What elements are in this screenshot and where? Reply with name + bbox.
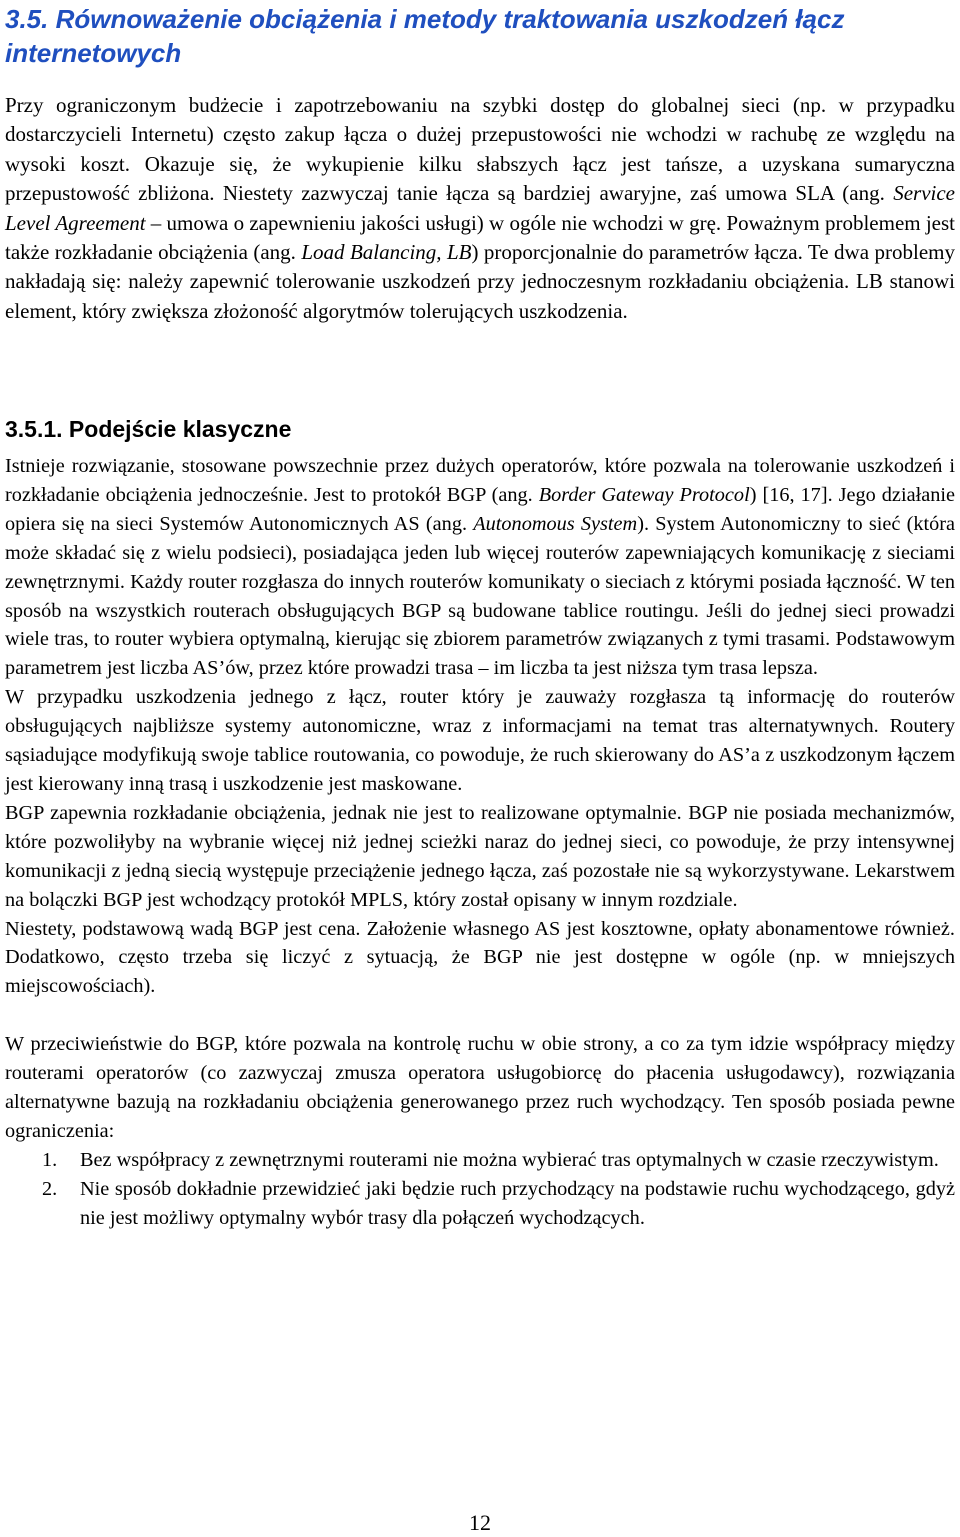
list-item-text: Nie sposób dokładnie przewidzieć jaki będzie ruch przychodzący na podstawie ruchu wychodzącego, gdyż nie jest możliwy optymalny wybór trasy dla połączeń wychodzących.	[80, 1177, 955, 1229]
term-sla: Service Level Agreement	[5, 181, 955, 235]
term-bgp: Border Gateway Protocol	[538, 483, 750, 506]
list-item-text: Bez współpracy z zewnętrznymi routerami nie można wybierać tras optymalnych w czasie rzeczywistym.	[80, 1148, 939, 1171]
term-autonomous-system: Autonomous System	[473, 512, 638, 535]
p2-text-c: ). System Autonomiczny to sieć (która może składać się z wielu podsieci), posiadająca jeden lub więcej routerów zapewniających komunikację z sieciami zewnętrznymi. Każdy router rozgłasza do innych routerów komunikaty o sieciach z którymi posiada łączność. W ten sposób na wszystkich routerach obsługujących BGP są budowane tablice routingu. Jeśli do jednej sieci prowadzi wiele tras, to router wybiera optymalną, kierując się zbiorem parametrów związanych z tymi trasami. Podstawowym parametrem jest liczba AS’ów, przez które prowadzi trasa – im liczba ta jest niższa tym trasa lepsza.	[5, 512, 955, 680]
paragraph-link-failure: W przypadku uszkodzenia jednego z łącz, router który je zauważy rozgłasza tą informację do routerów obsługujących najbliższe systemy autonomiczne, wraz z informacjami na temat tras alternatywnych. Routery sąsiadujące modyfikują swoje tablice routowania, co powoduje, że ruch skierowany do AS’a z uszkodzonym łączem jest kierowany inną trasą i uszkodzenie jest maskowane.	[5, 686, 955, 795]
intro-text-b: – umowa o zapewnieniu jakości usługi) w ogóle nie wchodzi w grę. Poważnym problemem jest także rozkładanie obciążenia (ang.	[5, 210, 956, 265]
p2-text-a: Istnieje rozwiązanie, stosowane powszechnie przez dużych operatorów, które pozwala na tolerowanie uszkodzeń i rozkładanie obciążenia jednocześnie. Jest to protokół BGP (ang.	[5, 455, 955, 506]
list-item	[42, 1175, 955, 1233]
limitations-list	[5, 1146, 955, 1233]
intro-text-a: Przy ograniczonym budżecie i zapotrzebowaniu na szybki dostęp do globalnej sieci (np. w przypadku dostarczycieli Internetu) często zakup łącza o dużej przepustowości nie wchodzi w rachubę ze względu na wysoki koszt. Okazuje się, że wykupienie kilku słabszych łącz jest tańsze, a uzyskana sumaryczna przepustowość zbliżona. Niestety zazwyczaj tanie łącza są bardziej awaryjne, zaś umowa SLA (ang.	[5, 93, 955, 206]
page-number: 12	[469, 1510, 491, 1535]
subsection-heading: 3.5.1. Podejście klasyczne	[5, 416, 292, 442]
section-heading: 3.5. Równoważenie obciążenia i metody traktowania uszkodzeń łącz internetowych	[5, 4, 845, 68]
list-item-number: 1.	[42, 1148, 58, 1171]
p2-text-b: ) [16, 17]. Jego działanie opiera się na sieci Systemów Autonomicznych AS (ang.	[5, 483, 955, 535]
paragraph-cost: Niestety, podstawową wadą BGP jest cena. Założenie własnego AS jest kosztowne, opłaty abonamentowe również. Dodatkowo, często trzeba się liczyć z sytuacją, że BGP nie jest dostępne w ogóle (np. w mniejszych miejscowościach).	[5, 917, 955, 998]
paragraph-load-balancing: BGP zapewnia rozkładanie obciążenia, jednak nie jest to realizowane optymalnie. BGP nie posiada mechanizmów, które pozwoliłyby na wybranie więcej niż jednej scieżki naraz do jednej sieci, co powoduje, że przy intensywnej komunikacji z jedną siecią występuje przeciążenie jednego łącza, zaś pozostałe nie są wykorzystywane. Lekarstwem na bolączki BGP jest wchodzący protokół MPLS, który został opisany w innym rozdziale.	[5, 801, 955, 911]
paragraph-alternatives: W przeciwieństwie do BGP, które pozwala na kontrolę ruchu w obie strony, a co za tym idzie współpracy między routerami operatorów (co zazwyczaj zmusza operatora usługobiorcę do płacenia usługodawcy), rozwiązania alternatywne bazują na rozkładaniu obciążenia generowanego przez ruch wychodzący. Ten sposób posiada pewne ograniczenia:	[5, 1033, 955, 1142]
body-text	[5, 452, 955, 1232]
paragraph-bgp-intro	[5, 452, 955, 683]
intro-paragraph	[5, 91, 955, 326]
term-load-balancing: Load Balancing, LB	[301, 240, 472, 265]
list-item-number: 2.	[42, 1177, 58, 1200]
list-item	[42, 1146, 955, 1175]
intro-text-c: ) proporcjonalnie do parametrów łącza. Te dwa problemy nakładają się: należy zapewnić tolerowanie uszkodzeń przy jednoczesnym rozkładaniu obciążenia. LB stanowi element, który zwiększa złożoność algorytmów tolerujących uszkodzenia.	[5, 240, 955, 323]
